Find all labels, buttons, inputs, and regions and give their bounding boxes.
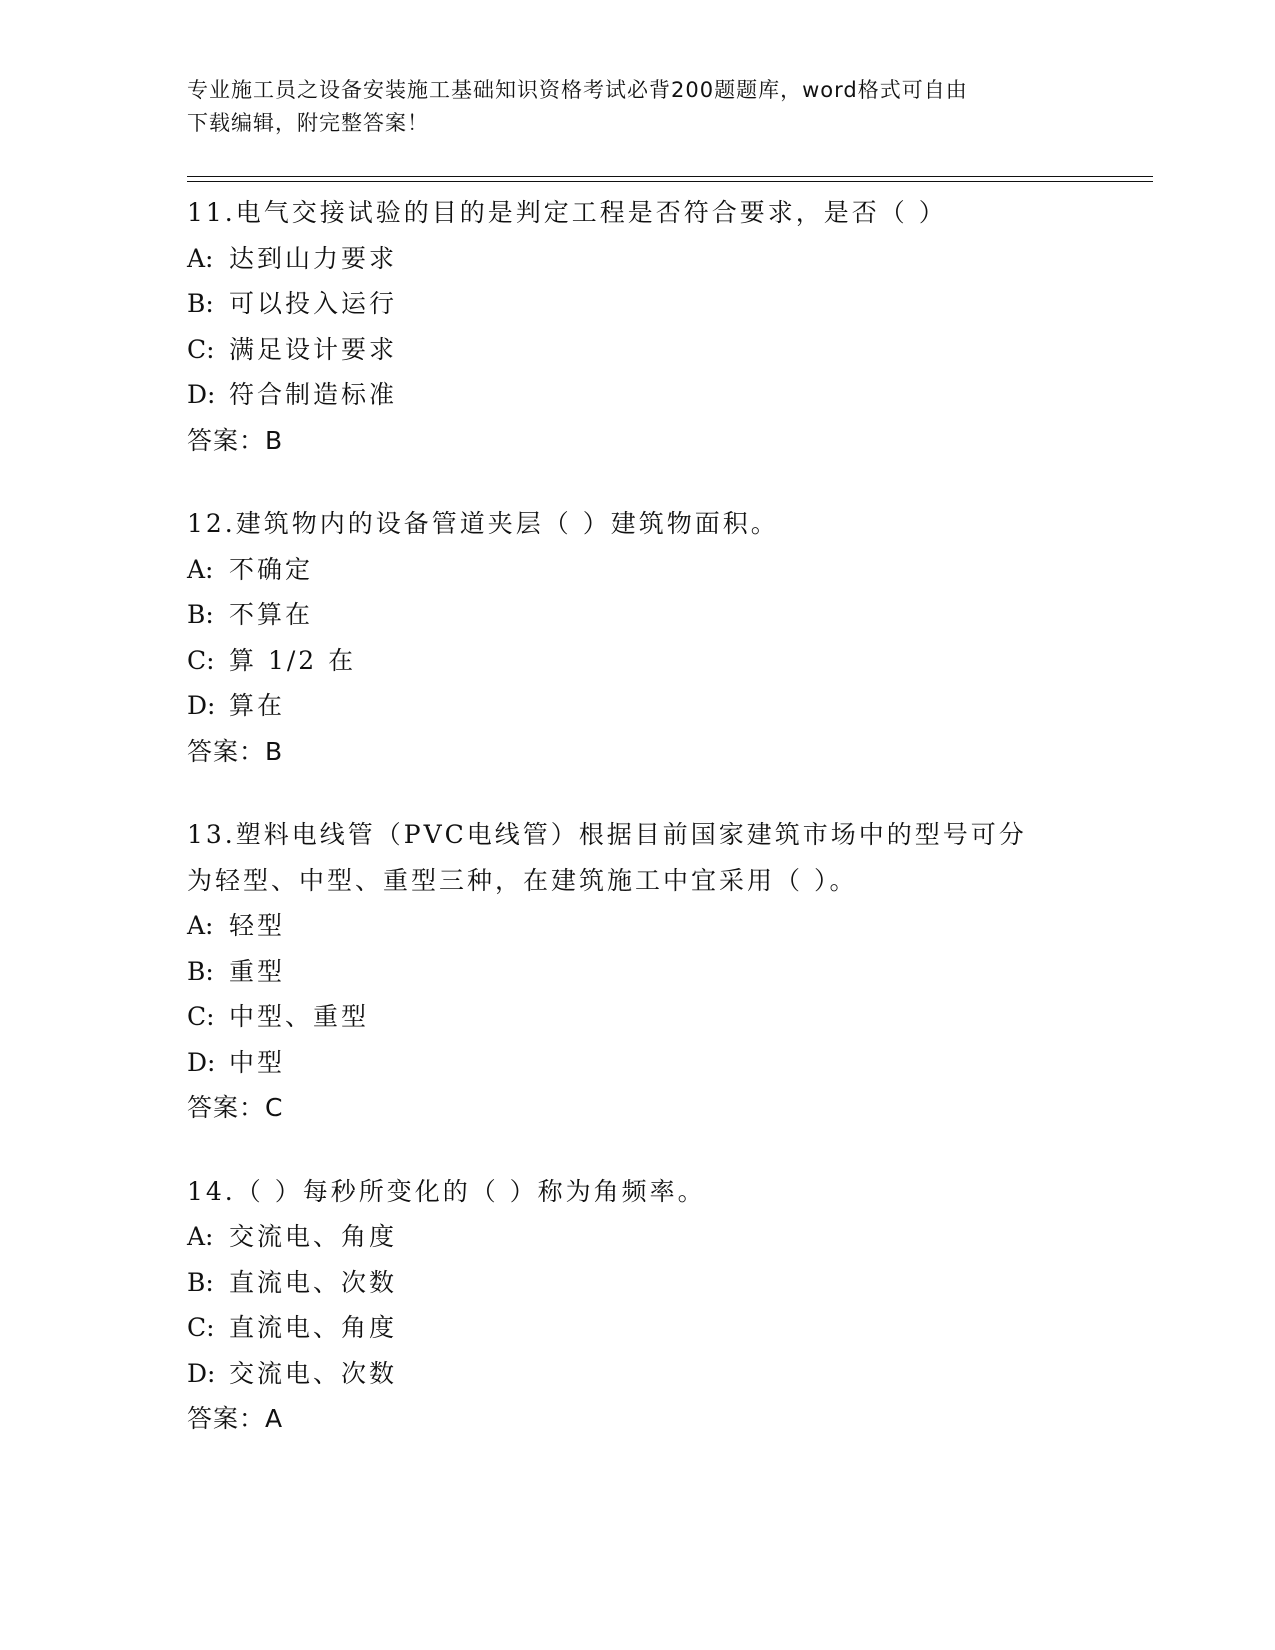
option-letter: A: [187,1222,214,1251]
option-text: 算 1/2 在 [229,645,357,675]
document-header [187,74,1067,140]
option-d [187,1040,1087,1086]
option-c [187,1305,1087,1351]
option-letter: D: [187,1047,216,1077]
option-letter: C: [187,645,215,675]
option-b [187,281,1087,327]
option-letter: C: [187,1002,215,1031]
option-letter: D: [187,1358,216,1388]
question-14 [187,1169,1087,1442]
option-d [187,372,1087,418]
question-stem: 12.建筑物内的设备管道夹层（ ）建筑物面积。 [187,509,779,538]
answer-line: 答案：A [187,1404,284,1433]
header-divider-bottom [187,181,1153,182]
option-text: 可以投入运行 [229,289,398,318]
option-text: 轻型 [229,911,286,940]
option-a [187,1214,1087,1260]
option-b [187,949,1087,995]
question-stem: 11.电气交接试验的目的是判定工程是否符合要求，是否（ ） [187,198,947,227]
header-line-1: 专业施工员之设备安装施工基础知识资格考试必背200题题库，word格式可自由 [187,78,968,102]
option-text: 达到山力要求 [229,243,398,273]
option-c [187,638,1087,684]
option-letter: C: [187,1313,215,1342]
option-d [187,1351,1087,1397]
option-letter: A: [187,554,214,584]
option-text: 直流电、次数 [229,1267,398,1297]
option-a [187,547,1087,593]
option-text: 交流电、次数 [229,1358,398,1388]
option-text: 交流电、角度 [229,1222,398,1251]
answer-line: 答案：B [187,425,284,455]
option-text: 不算在 [229,600,314,629]
question-list [187,190,1087,1480]
option-letter: D: [187,380,216,409]
option-letter: D: [187,691,216,720]
option-b [187,592,1087,638]
option-text: 中型 [229,1047,286,1077]
option-c [187,994,1087,1040]
question-12 [187,501,1087,774]
option-text: 算在 [229,691,286,720]
option-letter: C: [187,334,215,364]
option-text: 不确定 [229,554,314,584]
option-text: 直流电、角度 [229,1313,398,1342]
option-a [187,236,1087,282]
answer-line: 答案：B [187,736,284,766]
question-13 [187,812,1087,1131]
question-stem: 14.（ ）每秒所变化的（ ）称为角频率。 [187,1176,706,1206]
option-d [187,683,1087,729]
option-b [187,1260,1087,1306]
option-text: 重型 [229,956,286,986]
header-divider-top [187,176,1153,177]
answer-line: 答案：C [187,1093,284,1122]
option-text: 中型、重型 [229,1002,370,1031]
option-letter: B: [187,1267,214,1297]
header-line-2: 下载编辑，附完整答案！ [187,111,429,135]
option-letter: B: [187,600,214,629]
question-stem: 13.塑料电线管（PVC电线管）根据目前国家建筑市场中的型号可分为轻型、中型、重型三种，在建筑施工中宜采用（ ）。 [187,820,1027,895]
option-c [187,327,1087,373]
option-letter: A: [187,911,214,940]
option-text: 满足设计要求 [229,334,398,364]
option-letter: B: [187,289,214,318]
option-a [187,903,1087,949]
option-text: 符合制造标准 [229,380,398,409]
option-letter: B: [187,956,214,986]
option-letter: A: [187,243,214,273]
question-11 [187,190,1087,463]
